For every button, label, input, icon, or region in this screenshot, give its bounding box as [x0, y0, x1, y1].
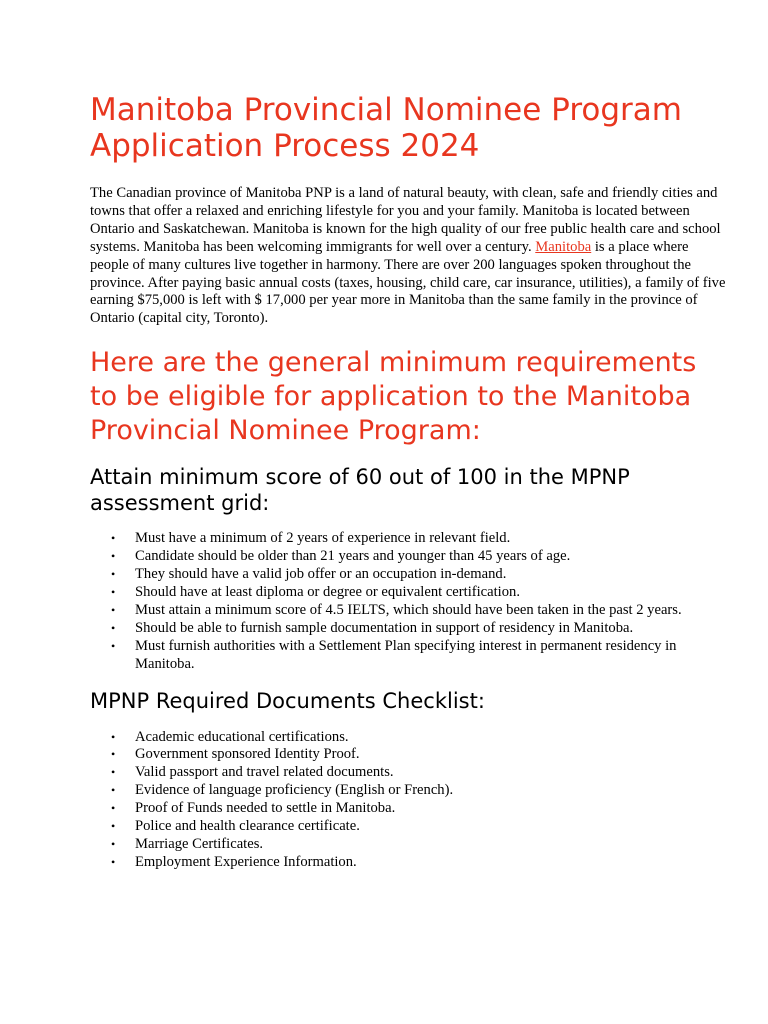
list-item-text: Government sponsored Identity Proof.	[135, 746, 360, 763]
list-item	[90, 764, 730, 782]
list-item	[90, 729, 730, 747]
bullet-icon: •	[111, 567, 116, 582]
bullet-icon: •	[111, 747, 116, 762]
list-item-text: Proof of Funds needed to settle in Manitoba.	[135, 800, 396, 817]
bullet-icon: •	[111, 729, 116, 744]
list-item	[90, 854, 730, 872]
list-item-text: Must have a minimum of 2 years of experience in relevant field.	[135, 530, 511, 547]
list-item-text: Employment Experience Information.	[135, 853, 357, 870]
documents-list	[90, 729, 730, 872]
intro-text-after-link: is a place where people of many cultures live together in harmony. There are over 200 languages spoken throughout the province. After paying basic annual costs (taxes, housing, child care, car insurance, utilities), a family of five earning $75,000 is left with $ 17,000 per year more in Manitoba than the same family in the province of Ontario (capital city, Toronto).	[90, 238, 726, 327]
list-item	[90, 566, 730, 584]
list-item-text: Marriage Certificates.	[135, 835, 264, 852]
bullet-icon: •	[111, 584, 116, 599]
list-item	[90, 548, 730, 566]
requirements-list	[90, 530, 730, 673]
bullet-icon: •	[111, 836, 116, 851]
bullet-icon: •	[111, 783, 116, 798]
score-heading: Attain minimum score of 60 out of 100 in the MPNP assessment grid:	[90, 465, 630, 516]
list-item	[90, 782, 730, 800]
list-item	[90, 602, 730, 620]
bullet-icon: •	[111, 765, 116, 780]
bullet-icon: •	[111, 620, 116, 635]
list-item-text: Police and health clearance certificate.	[135, 818, 360, 835]
list-item-text: Academic educational certifications.	[135, 728, 349, 745]
list-item	[90, 746, 730, 764]
bullet-icon: •	[111, 801, 116, 816]
bullet-icon: •	[111, 549, 116, 564]
list-item	[90, 836, 730, 854]
bullet-icon: •	[111, 819, 116, 834]
intro-text-before-link: The Canadian province of Manitoba PNP is a land of natural beauty, with clean, safe and friendly cities and towns that offer a relaxed and enriching lifestyle for you and your family. Manitoba is located between Ontario and Saskatchewan. Manitoba is known for the high quality of our free public health care and school systems. Manitoba has been welcoming immigrants for well over a century.	[90, 185, 721, 255]
documents-heading: MPNP Required Documents Checklist:	[90, 688, 485, 713]
list-item-text: Candidate should be older than 21 years and younger than 45 years of age.	[135, 548, 571, 565]
list-item-text: Evidence of language proficiency (English or French).	[135, 782, 454, 799]
bullet-icon: •	[111, 638, 116, 653]
list-item	[90, 800, 730, 818]
page-title: Manitoba Provincial Nominee Program Application Process 2024	[90, 92, 682, 164]
list-item	[90, 638, 730, 674]
list-item	[90, 530, 730, 548]
list-item-text: Must attain a minimum score of 4.5 IELTS, which should have been taken in the past 2 years.	[135, 601, 682, 618]
intro-paragraph	[90, 185, 730, 328]
document-page	[90, 92, 730, 872]
bullet-icon: •	[111, 854, 116, 869]
list-item-text: Valid passport and travel related documents.	[135, 764, 394, 781]
list-item	[90, 818, 730, 836]
bullet-icon: •	[111, 602, 116, 617]
list-item-text: They should have a valid job offer or an occupation in-demand.	[135, 566, 507, 583]
list-item	[90, 584, 730, 602]
bullet-icon: •	[111, 531, 116, 546]
list-item-text: Should have at least diploma or degree or equivalent certification.	[135, 583, 520, 600]
list-item-text: Should be able to furnish sample documentation in support of residency in Manitoba.	[135, 619, 634, 636]
list-item	[90, 620, 730, 638]
list-item-text: Must furnish authorities with a Settlement Plan specifying interest in permanent residency in Manitoba.	[135, 637, 677, 672]
manitoba-link[interactable]: Manitoba	[535, 238, 592, 255]
requirements-heading: Here are the general minimum requirements to be eligible for application to the Manitoba Provincial Nominee Program:	[90, 347, 697, 447]
